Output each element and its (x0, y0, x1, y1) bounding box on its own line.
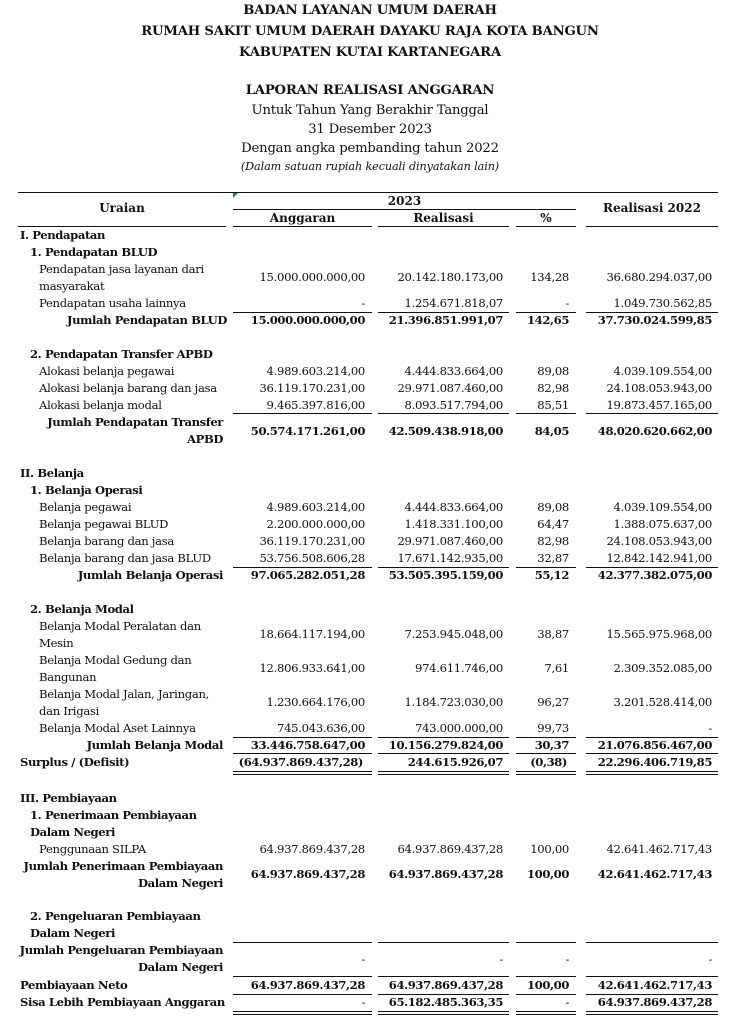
cell-anggaran: 33.446.758.647,00 (250, 738, 365, 752)
row-label-cont: Bangunan (39, 670, 97, 684)
subsection-heading (0, 808, 740, 842)
row-label: Alokasi belanja pegawai (39, 364, 175, 378)
subtotal-rule (516, 413, 576, 414)
row-label-cont: Dalam Negeri (30, 926, 115, 940)
row-label: Belanja Modal Aset Lainnya (39, 721, 196, 735)
cell-anggaran: 9.465.397.816,00 (266, 398, 365, 412)
row-label: Jumlah Belanja Modal (86, 738, 223, 752)
cell-anggaran: 1.230.664.176,00 (266, 695, 365, 709)
cell-realisasi: 65.182.485.363,35 (388, 995, 503, 1009)
row-label: 2. Pendapatan Transfer APBD (30, 347, 213, 361)
row-label: 2. Belanja Modal (30, 602, 134, 616)
row-label: Sisa Lebih Pembiayaan Anggaran (20, 995, 225, 1009)
col-header-percent: % (540, 211, 552, 225)
col-header-year: 2023 (387, 194, 422, 208)
row-label-cont: Dalam Negeri (138, 960, 223, 974)
cell-realisasi: 244.615.926,07 (407, 755, 503, 769)
subtotal-rule (233, 753, 372, 754)
cell-realisasi: 4.444.833.664,00 (404, 364, 503, 378)
cell-realisasi: 53.505.395.159,00 (388, 568, 503, 582)
cell-anggaran: 50.574.171.261,00 (250, 424, 365, 438)
table-top-rule (18, 192, 718, 193)
row-label: Pembiayaan Neto (20, 978, 128, 992)
cell-anggaran: 745.043.636,00 (277, 721, 365, 735)
table-row (0, 687, 740, 721)
cell-realisasi: 10.156.279.824,00 (388, 738, 503, 752)
subsection-heading (0, 909, 740, 943)
cell-realisasi: 743.000.000,00 (415, 721, 503, 735)
cell-realisasi-2022: 37.730.024.599,85 (597, 313, 712, 327)
cell-realisasi: - (499, 952, 503, 966)
hospital-name: RUMAH SAKIT UMUM DAERAH DAYAKU RAJA KOTA BANGUN (141, 24, 599, 39)
row-label: 1. Pendapatan BLUD (30, 245, 158, 259)
cell-realisasi-2022: 48.020.620.662,00 (597, 424, 712, 438)
row-label: Penggunaan SILPA (39, 842, 146, 856)
row-label: Surplus / (Defisit) (20, 755, 130, 769)
table-row (0, 262, 740, 296)
cell-realisasi: 1.184.723.030,00 (404, 695, 503, 709)
subtotal-rule (586, 976, 718, 977)
header-rule-uraian (18, 226, 226, 227)
cell-anggaran: 64.937.869.437,28 (250, 978, 365, 992)
cell-realisasi-2022: 2.309.352.085,00 (613, 661, 712, 675)
cell-realisasi: 4.444.833.664,00 (404, 500, 503, 514)
cell-anggaran: 18.664.117.194,00 (259, 627, 365, 641)
subtotal-rule (516, 753, 576, 754)
cell-anggaran: 2.200.000.000,00 (266, 517, 365, 531)
cell-percent: - (565, 296, 569, 310)
entity-name: BADAN LAYANAN UMUM DAERAH (243, 3, 497, 18)
cell-realisasi-2022: 24.108.053.943,00 (606, 381, 712, 395)
cell-percent: 7,61 (544, 661, 569, 675)
subtotal-row (0, 943, 740, 977)
cell-anggaran: 15.000.000.000,00 (250, 313, 365, 327)
cell-percent: 30,37 (534, 738, 569, 752)
cell-realisasi: 29.971.087.460,00 (397, 381, 503, 395)
cell-realisasi: 1.418.331.100,00 (404, 517, 503, 531)
subtotal-rule (378, 976, 509, 977)
cell-realisasi-2022: 3.201.528.414,00 (613, 695, 712, 709)
cell-realisasi-2022: 64.937.869.437,28 (597, 995, 712, 1009)
regency-name: KABUPATEN KUTAI KARTANEGARA (239, 45, 501, 60)
cell-realisasi-2022: 42.641.462.717,43 (606, 842, 712, 856)
cell-anggaran: - (361, 995, 365, 1009)
cell-realisasi-2022: 12.842.142.941,00 (606, 551, 712, 565)
cell-realisasi-2022: 21.076.856.467,00 (597, 738, 712, 752)
row-label: Belanja barang dan jasa BLUD (39, 551, 211, 565)
header-rule-2022 (586, 226, 718, 227)
cell-percent: 38,87 (537, 627, 569, 641)
cell-percent: 32,87 (537, 551, 569, 565)
cell-realisasi: 20.142.180.173,00 (397, 270, 503, 284)
cell-realisasi-2022: 22.296.406.719,85 (597, 755, 712, 769)
cell-realisasi: 64.937.869.437,28 (388, 978, 503, 992)
header-rule-realisasi (378, 226, 509, 227)
cell-realisasi: 21.396.851.991,07 (388, 313, 503, 327)
cell-realisasi-2022: 1.049.730.562,85 (613, 296, 712, 310)
row-label: Alokasi belanja modal (39, 398, 162, 412)
cell-realisasi: 974.611.746,00 (415, 661, 503, 675)
row-label: 1. Penerimaan Pembiayaan (30, 808, 197, 822)
year-rule (233, 209, 576, 210)
row-label: Belanja pegawai (39, 500, 132, 514)
row-label: Jumlah Pendapatan BLUD (67, 313, 228, 327)
cell-anggaran: (64.937.869.437,28) (238, 755, 363, 769)
report-title: LAPORAN REALISASI ANGGARAN (245, 83, 495, 98)
currency-note: (Dalam satuan rupiah kecuali dinyatakan lain) (240, 160, 500, 173)
row-label: Jumlah Penerimaan Pembiayaan (23, 859, 223, 873)
cell-realisasi-2022: 19.873.457.165,00 (606, 398, 712, 412)
report-subtitle-1: Untuk Tahun Yang Berakhir Tanggal (251, 103, 489, 118)
row-label: II. Belanja (20, 466, 84, 480)
cell-realisasi: 64.937.869.437,28 (397, 842, 503, 856)
cell-percent: 82,98 (537, 534, 569, 548)
cell-percent: - (565, 952, 569, 966)
cell-realisasi-2022: 42.641.462.717,43 (597, 867, 712, 881)
cell-anggaran: 97.065.282.051,28 (250, 568, 365, 582)
double-rule (516, 1011, 576, 1015)
row-label: I. Pendapatan (20, 228, 106, 242)
cell-percent: (0,38) (530, 755, 567, 769)
row-label-cont: Mesin (39, 636, 74, 650)
row-label: 2. Pengeluaran Pembiayaan (30, 909, 201, 923)
cell-realisasi-2022: - (708, 721, 712, 735)
subtotal-rule (233, 976, 372, 977)
report-date: 31 Desember 2023 (308, 122, 432, 137)
cell-realisasi: 8.093.517.794,00 (404, 398, 503, 412)
table-row (0, 619, 740, 653)
row-label-cont: dan Irigasi (39, 704, 100, 718)
cell-realisasi-2022: 15.565.975.968,00 (606, 627, 712, 641)
cell-anggaran: 64.937.869.437,28 (250, 867, 365, 881)
cell-anggaran: - (361, 296, 365, 310)
double-rule (233, 771, 372, 775)
cell-percent: 134,28 (530, 270, 569, 284)
row-label: Belanja Modal Gedung dan (39, 653, 192, 667)
row-label: Jumlah Belanja Operasi (77, 568, 223, 582)
col-header-realisasi-2022: Realisasi 2022 (603, 201, 701, 215)
cell-percent: 89,08 (537, 500, 569, 514)
cell-percent: 142,65 (527, 313, 569, 327)
row-label: III. Pembiayaan (20, 791, 117, 805)
cell-realisasi: 7.253.945.048,00 (404, 627, 503, 641)
cell-realisasi: 1.254.671.818,07 (404, 296, 503, 310)
row-label: Jumlah Pendapatan Transfer (47, 415, 223, 429)
cell-anggaran: 64.937.869.437,28 (259, 842, 365, 856)
row-label-cont: APBD (187, 432, 223, 446)
double-rule (378, 1011, 509, 1015)
table-row (0, 653, 740, 687)
subtotal-rule (233, 413, 372, 414)
double-rule (586, 771, 718, 775)
cell-percent: 84,05 (534, 424, 569, 438)
row-label: Pendapatan jasa layanan dari (39, 262, 204, 276)
col-header-anggaran: Anggaran (269, 211, 336, 225)
row-label: Belanja Modal Peralatan dan (39, 619, 201, 633)
cell-realisasi-2022: 4.039.109.554,00 (613, 500, 712, 514)
cell-realisasi: 42.509.438.918,00 (388, 424, 503, 438)
double-rule (233, 1011, 372, 1015)
subtotal-row (0, 859, 740, 893)
cell-realisasi-2022: 36.680.294.037,00 (606, 270, 712, 284)
cell-percent: 89,08 (537, 364, 569, 378)
cell-percent: 100,00 (530, 842, 569, 856)
row-label: Alokasi belanja barang dan jasa (39, 381, 217, 395)
col-header-realisasi: Realisasi (413, 211, 474, 225)
cell-anggaran: 4.989.603.214,00 (266, 364, 365, 378)
cell-anggaran: 4.989.603.214,00 (266, 500, 365, 514)
cell-realisasi-2022: 24.108.053.943,00 (606, 534, 712, 548)
cell-realisasi-2022: 4.039.109.554,00 (613, 364, 712, 378)
cell-percent: 64,47 (537, 517, 569, 531)
cell-percent: 85,51 (537, 398, 569, 412)
cell-percent: 100,00 (527, 867, 569, 881)
cell-realisasi-2022: 42.641.462.717,43 (597, 978, 712, 992)
row-label-cont: Dalam Negeri (30, 825, 115, 839)
cell-realisasi: 64.937.869.437,28 (388, 867, 503, 881)
subtotal-rule (586, 753, 718, 754)
cell-realisasi: 17.671.142.935,00 (397, 551, 503, 565)
row-label: Belanja Modal Jalan, Jaringan, (39, 687, 210, 701)
col-header-uraian: Uraian (99, 201, 145, 215)
double-rule (586, 1011, 718, 1015)
row-label-cont: Dalam Negeri (138, 876, 223, 890)
cell-anggaran: - (361, 952, 365, 966)
cell-anggaran: 15.000.000.000,00 (259, 270, 365, 284)
cell-realisasi: 29.971.087.460,00 (397, 534, 503, 548)
subtotal-rule (378, 753, 509, 754)
row-label: 1. Belanja Operasi (30, 483, 143, 497)
double-rule (516, 771, 576, 775)
subtotal-rule (378, 413, 509, 414)
cell-percent: 99,73 (537, 721, 569, 735)
row-label: Belanja pegawai BLUD (39, 517, 169, 531)
cell-percent: - (565, 995, 569, 1009)
report-comparison: Dengan angka pembanding tahun 2022 (241, 141, 499, 156)
header-rule-anggaran (233, 226, 372, 227)
subtotal-rule (516, 976, 576, 977)
cell-anggaran: 36.119.170.231,00 (259, 534, 365, 548)
row-label-cont: masyarakat (39, 279, 105, 293)
cell-percent: 100,00 (527, 978, 569, 992)
cell-percent: 55,12 (534, 568, 569, 582)
cell-anggaran: 53.756.508.606,28 (259, 551, 365, 565)
cell-anggaran: 36.119.170.231,00 (259, 381, 365, 395)
cell-realisasi-2022: - (708, 952, 712, 966)
cell-percent: 82,98 (537, 381, 569, 395)
double-rule (378, 771, 509, 775)
row-label: Jumlah Pengeluaran Pembiayaan (19, 943, 223, 957)
header-rule-percent (516, 226, 576, 227)
cell-anggaran: 12.806.933.641,00 (259, 661, 365, 675)
row-label: Pendapatan usaha lainnya (39, 296, 186, 310)
cell-realisasi-2022: 42.377.382.075,00 (597, 568, 712, 582)
row-label: Belanja barang dan jasa (39, 534, 174, 548)
subtotal-row (0, 415, 740, 449)
cell-realisasi-2022: 1.388.075.637,00 (613, 517, 712, 531)
subtotal-rule (586, 413, 718, 414)
cell-percent: 96,27 (537, 695, 569, 709)
